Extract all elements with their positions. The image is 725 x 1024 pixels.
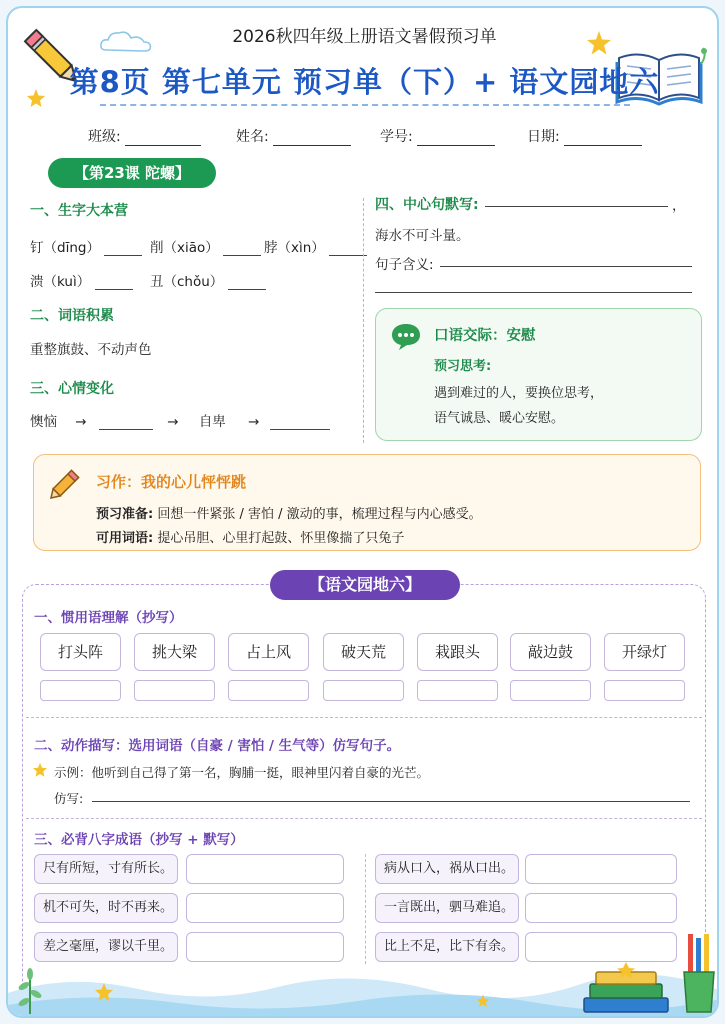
- name-field[interactable]: [236, 126, 351, 146]
- idiom-card: 打头阵: [40, 633, 121, 671]
- meaning-blank[interactable]: [375, 292, 692, 293]
- meaning-blank[interactable]: [440, 266, 692, 267]
- phrase-write-box[interactable]: [186, 932, 344, 962]
- idiom-copy-box[interactable]: [40, 680, 121, 701]
- phrase-card: 比上不足，比下有余。: [375, 932, 519, 962]
- char-item: 脖（xìn）: [264, 236, 367, 256]
- imitate-blank[interactable]: [92, 801, 690, 802]
- composition-words: 可用词语: 提心吊胆、心里打起鼓、怀里像揣了只兔子: [96, 531, 405, 546]
- idiom-copy-box[interactable]: [510, 680, 591, 701]
- leaf-icon: [14, 966, 46, 1016]
- mood-blank[interactable]: [99, 418, 153, 430]
- garden-divider: [26, 818, 702, 819]
- char-item: 溃（kuì）: [30, 270, 133, 290]
- mood-blank[interactable]: [270, 418, 330, 430]
- worksheet-subtitle: 2026秋四年级上册语文暑假预习单: [232, 27, 497, 47]
- oral-communication-box: [375, 308, 702, 441]
- worksheet-page: [6, 6, 719, 1018]
- phrase-card: 一言既出，驷马难追。: [375, 893, 519, 923]
- phrase-write-box[interactable]: [525, 932, 677, 962]
- oral-title: 口语交际：安慰: [434, 328, 536, 344]
- comma-text: ，: [672, 198, 686, 214]
- page-title: 第8页 第七单元 预习单（下）+ 语文园地六: [69, 65, 660, 99]
- phrase-write-box[interactable]: [525, 854, 677, 884]
- composition-title: 习作：我的心儿怦怦跳: [96, 473, 247, 491]
- class-field[interactable]: [88, 126, 201, 146]
- idiom-card: 栽跟头: [417, 633, 498, 671]
- central-sentence-blank[interactable]: [485, 206, 668, 207]
- phrase-card: 病从口入，祸从口出。: [375, 854, 519, 884]
- idiom-card: 占上风: [228, 633, 309, 671]
- idiom-card: 敲边鼓: [510, 633, 591, 671]
- name-blank[interactable]: [273, 132, 351, 146]
- section-vocabulary: 二、词语积累: [30, 308, 114, 324]
- date-blank[interactable]: [564, 132, 642, 146]
- idiom-copy-box[interactable]: [604, 680, 685, 701]
- column-divider: [363, 198, 364, 443]
- idiom-section-title: 一、惯用语理解（抄写）: [34, 610, 183, 626]
- idiom-copy-box[interactable]: [417, 680, 498, 701]
- mood-chain: 懊恼 → → 自卑 →: [30, 410, 330, 430]
- idiom-card: 开绿灯: [604, 633, 685, 671]
- date-label: 日期:: [527, 129, 560, 145]
- phrase-write-box[interactable]: [525, 893, 677, 923]
- idiom-card: 破天荒: [323, 633, 404, 671]
- idiom-copy-box[interactable]: [323, 680, 404, 701]
- composition-box: [33, 454, 701, 551]
- phrase-card: 尺有所短，寸有所长。: [34, 854, 178, 884]
- idiom-copy-box[interactable]: [134, 680, 215, 701]
- phrase-card: 机不可失，时不再来。: [34, 893, 178, 923]
- example-sentence: 示例：他听到自己得了第一名，胸脯一挺，眼神里闪着自豪的光芒。: [54, 765, 430, 780]
- title-divider: [100, 104, 630, 106]
- date-field[interactable]: [527, 126, 642, 146]
- chat-bubble-icon: [390, 321, 422, 351]
- imitate-label: 仿写:: [54, 791, 84, 806]
- oral-subtitle: 预习思考:: [434, 359, 492, 374]
- section-mood-change: 三、心情变化: [30, 381, 114, 397]
- crayon-cup-icon: [680, 934, 718, 1016]
- lesson-heading: 【第23课 陀螺】: [48, 158, 216, 188]
- garden-divider: [26, 717, 702, 718]
- class-blank[interactable]: [125, 132, 201, 146]
- sentence-meaning-label: 句子含义:: [375, 257, 434, 273]
- idiom-card: 挑大梁: [134, 633, 215, 671]
- phrases-section-title: 三、必背八字成语（抄写 + 默写）: [34, 832, 244, 848]
- pencil-icon: [44, 467, 82, 505]
- id-label: 学号:: [380, 129, 413, 145]
- id-blank[interactable]: [417, 132, 495, 146]
- name-label: 姓名:: [236, 129, 269, 145]
- composition-prep: 预习准备: 回想一件紧张 / 害怕 / 激动的事，梳理过程与内心感受。: [96, 507, 482, 522]
- oral-line: 语气诚恳、暖心安慰。: [434, 411, 565, 426]
- idiom-copy-box[interactable]: [228, 680, 309, 701]
- char-item: 削（xiāo）: [150, 236, 261, 256]
- phrase-write-box[interactable]: [186, 893, 344, 923]
- star-icon: [94, 982, 114, 1002]
- oral-line: 遇到难过的人，要换位思考，: [434, 386, 604, 401]
- star-icon: [476, 994, 490, 1008]
- char-item: 丑（chǒu）: [150, 270, 266, 290]
- book-stack-icon: [578, 962, 674, 1018]
- section-central-sentence: 四、中心句默写:: [375, 197, 479, 213]
- garden-heading: 【语文园地六】: [270, 570, 460, 600]
- vocabulary-text: 重整旗鼓、不动声色: [30, 342, 152, 358]
- phrase-column-divider: [365, 854, 366, 964]
- class-label: 班级:: [88, 129, 121, 145]
- phrase-card: 差之毫厘，谬以千里。: [34, 932, 178, 962]
- phrase-write-box[interactable]: [186, 854, 344, 884]
- char-item: 钉（dīng）: [30, 236, 142, 256]
- action-description-title: 二、动作描写：选用词语（自豪 / 害怕 / 生气等）仿写句子。: [34, 738, 401, 754]
- central-sentence-second-half: 海水不可斗量。: [375, 228, 470, 244]
- section-new-characters: 一、生字大本营: [30, 203, 128, 219]
- star-icon: [32, 762, 48, 778]
- id-field[interactable]: [380, 126, 495, 146]
